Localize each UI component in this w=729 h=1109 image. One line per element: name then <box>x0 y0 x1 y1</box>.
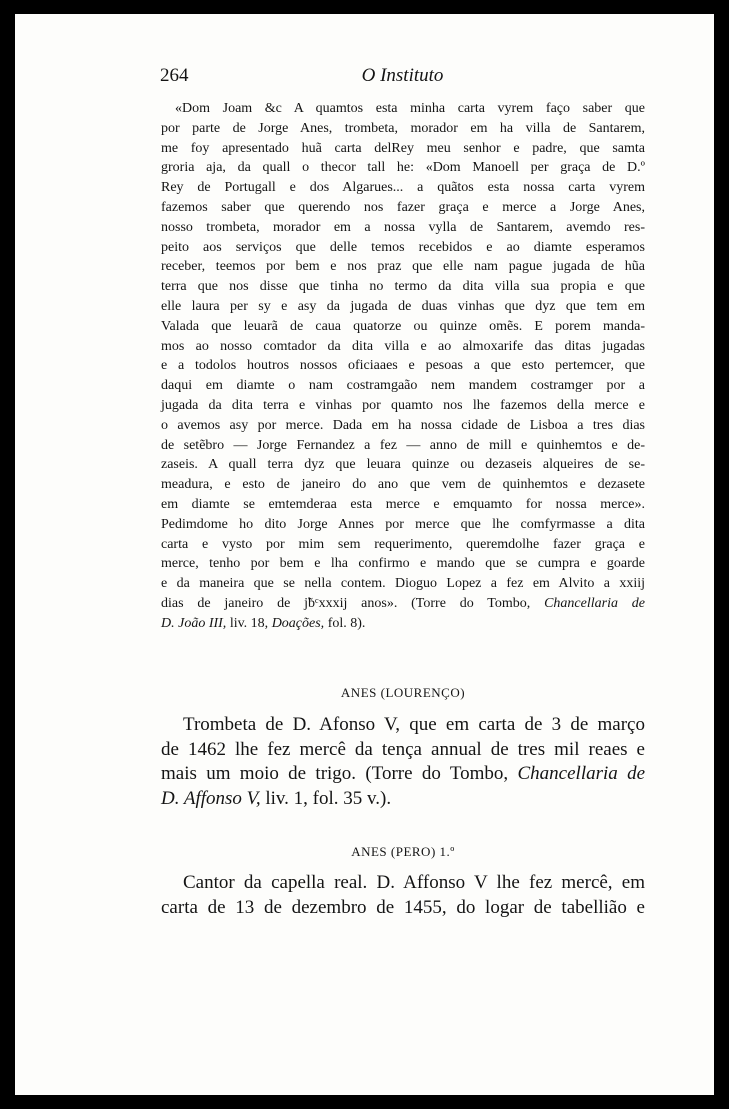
entry-lourenco <box>161 713 645 811</box>
citation-text: liv. 1, fol. 35 v.). <box>260 787 392 809</box>
register-name-italic: D. João III, <box>161 615 227 631</box>
charter-line: meadura, e esto de janeiro do ano que vem de quinhemtos e dezasete <box>161 477 645 493</box>
charter-line: mos ao nosso comtador da dita villa e ao almoxarife das ditas jugadas <box>161 338 645 354</box>
charter-line: elle laura per sy e asy da jugada de duas vinhas que dyz que tem em <box>161 298 645 314</box>
register-section-italic: Doações, <box>271 615 325 631</box>
entry-pero <box>161 871 645 920</box>
page-number: 264 <box>160 65 189 86</box>
register-name-italic: D. Affonso V, <box>161 787 261 809</box>
charter-line: Rey de Portugall e dos Algarues... a quãtos esta nossa carta vyrem <box>161 180 645 196</box>
charter-line: me foy apresentado huã carta delRey meu senhor e padre, que samta <box>161 140 645 156</box>
charter-text: dias de janeiro de ј̃bᶜxxxij anos». (Torre do Tombo, <box>161 595 531 611</box>
charter-line: merce, tenho por bem e lha confirmo e mando que se cumpra e goarde <box>161 556 645 572</box>
charter-line: o avemos asy por merce. Dada em ha nossa cidade de Lisboa a tres dias <box>161 417 645 433</box>
charter-line: nosso trombeta, morador em a nossa vylla de Santarem, avemdo res- <box>161 219 645 235</box>
charter-line: «Dom Joam &c A quamtos esta minha carta vyrem faço saber que <box>175 101 645 116</box>
charter-line: daqui em diamte o nam costramgaão nem mandem costramger por a <box>161 378 645 394</box>
page-header <box>160 65 645 91</box>
archive-series-italic: Chancellaria de <box>517 763 646 784</box>
charter-line: carta e vysto por mim sem requerimento, queremdolhe fazer graça e <box>161 536 645 552</box>
charter-line: em diamte se emtemderaa esta merce e emquamto for nossa merce». <box>161 496 645 512</box>
citation-text: fol. 8). <box>324 615 366 631</box>
entry-heading-pero: ANES (PERO) 1.º <box>351 844 455 859</box>
entry-line: de 1462 lhe fez mercê da tença annual de tres mil reaes e <box>161 738 645 760</box>
charter-line: e a todolos houtros nossos oficiaaes e pesoas a que esto pertemcer, que <box>161 358 645 374</box>
charter-line: terra que nos disse que tinha no termo da dita villa sua propia e que <box>161 279 645 295</box>
charter-line: fazemos saber que querendo nos fazer graça e merce a Jorge Anes, <box>161 199 645 215</box>
charter-citation-line <box>161 614 645 634</box>
charter-line: de setẽbro — Jorge Fernandez a fez — anno de mill e quinhemtos e de- <box>161 437 645 453</box>
citation-text: liv. 18, <box>226 615 272 631</box>
entry-line: Trombeta de D. Afonso V, que em carta de 3 de março <box>183 714 645 735</box>
charter-line: jugada da dita terra e vinhas por quamto nos lhe fazemos della merce e <box>161 397 645 413</box>
entry-line: Cantor da capella real. D. Affonso V lhe fez mercê, em <box>183 872 645 893</box>
charter-line: por parte de Jorge Anes, trombeta, morador em ha villa de Santarem, <box>161 120 645 136</box>
entry-line: carta de 13 de dezembro de 1455, do logar de tabellião e <box>161 896 645 918</box>
charter-line: groria aja, da quall o thecor tall he: «Dom Manoell per graça de D.º <box>161 160 645 176</box>
charter-line: Pedimdome ho dito Jorge Annes por merce que lhe comfyrmasse a dita <box>161 516 645 532</box>
entry-heading-lourenco: ANES (LOURENÇO) <box>340 685 466 700</box>
charter-line: e da maneira que se nella contem. Dioguo Lopez a fez em Alvito a xxiij <box>161 576 645 592</box>
entry-line-mixed <box>161 762 645 787</box>
charter-line: Valada que leuarã de caua quatorze ou quinze omẽs. E porem manda- <box>161 318 645 334</box>
archive-series-italic: Chancellaria de <box>544 595 646 611</box>
charter-line: receber, teemos por bem e nos praz que elle nam pague jugada de hũa <box>161 259 645 275</box>
entry-text: mais um moio de trigo. (Torre do Tombo, <box>161 763 509 784</box>
charter-line: peito aos serviços que delle temos recebidos e ao diamte esperamos <box>161 239 645 255</box>
running-title: O Instituto <box>361 65 444 86</box>
entry-citation-line <box>161 787 645 812</box>
quoted-charter <box>161 99 645 634</box>
book-page <box>15 14 714 1095</box>
charter-line-mixed <box>161 594 645 614</box>
charter-line: zaseis. A quall terra dyz que leuara quinze ou dezaseis alqueires de se- <box>161 457 645 473</box>
